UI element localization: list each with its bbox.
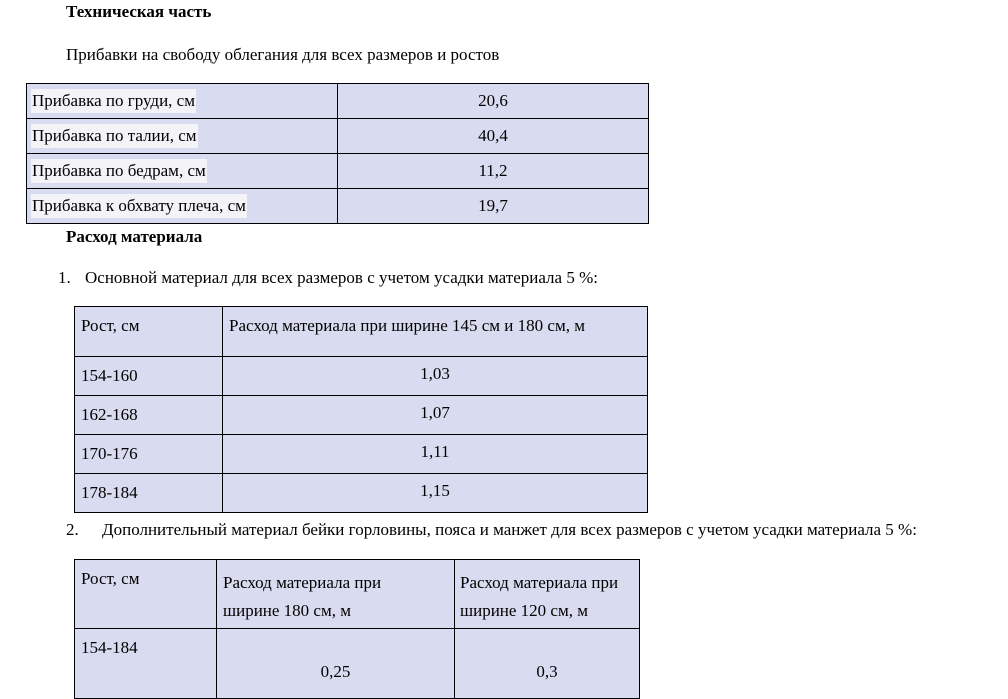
- table-row: [27, 189, 649, 224]
- table-row: [75, 396, 648, 435]
- value-cell: 1,07: [223, 396, 648, 435]
- header-line: Расход материала при: [223, 573, 382, 592]
- table-row: [75, 629, 640, 699]
- value-cell: 1,15: [223, 474, 648, 513]
- value-cell: 0,25: [217, 629, 455, 699]
- allowances-intro: Прибавки на свободу облегания для всех размеров и ростов: [66, 45, 500, 64]
- table-row: [27, 119, 649, 154]
- section-heading: Техническая часть: [66, 2, 212, 21]
- allowance-label: Прибавка по бедрам, см: [31, 159, 207, 183]
- allowance-label: Прибавка к обхвату плеча, см: [31, 194, 247, 218]
- height-cell: 170-176: [75, 435, 223, 474]
- material-heading: Расход материала: [66, 227, 203, 246]
- height-cell: 162-168: [75, 396, 223, 435]
- allowance-value: 40,4: [338, 119, 649, 154]
- height-cell: 178-184: [75, 474, 223, 513]
- table-row: [27, 84, 649, 119]
- column-header: Рост, см: [75, 560, 217, 629]
- column-header: [455, 560, 640, 629]
- value-cell: 0,3: [455, 629, 640, 699]
- column-header: [217, 560, 455, 629]
- allowance-label: Прибавка по груди, см: [31, 89, 196, 113]
- table-row: [75, 357, 648, 396]
- allowance-value: 20,6: [338, 84, 649, 119]
- table-row: [27, 154, 649, 189]
- value-cell: 1,11: [223, 435, 648, 474]
- additional-material-table: [74, 559, 640, 699]
- list-item-text: Дополнительный материал бейки горловины, пояса и манжет для всех размеров с учетом усадки материала 5 %:: [102, 520, 917, 539]
- table-header-row: [75, 560, 640, 629]
- column-header: Расход материала при ширине 145 см и 180 см, м: [223, 307, 648, 357]
- height-cell: 154-160: [75, 357, 223, 396]
- header-line: ширине 180 см, м: [223, 601, 351, 620]
- column-header: Рост, см: [75, 307, 223, 357]
- value-cell: 1,03: [223, 357, 648, 396]
- allowance-label: Прибавка по талии, см: [31, 124, 198, 148]
- table-row: [75, 435, 648, 474]
- allowance-value: 19,7: [338, 189, 649, 224]
- list-number: 1.: [58, 268, 71, 287]
- main-material-table: [74, 306, 648, 513]
- height-cell: 154-184: [75, 629, 217, 699]
- allowance-value: 11,2: [338, 154, 649, 189]
- table-header-row: [75, 307, 648, 357]
- list-number: 2.: [66, 520, 79, 539]
- allowances-table: [26, 83, 649, 224]
- table-row: [75, 474, 648, 513]
- header-line: Расход материала при: [460, 573, 619, 592]
- list-item-text: Основной материал для всех размеров с учетом усадки материала 5 %:: [85, 268, 598, 287]
- header-line: ширине 120 см, м: [460, 601, 588, 620]
